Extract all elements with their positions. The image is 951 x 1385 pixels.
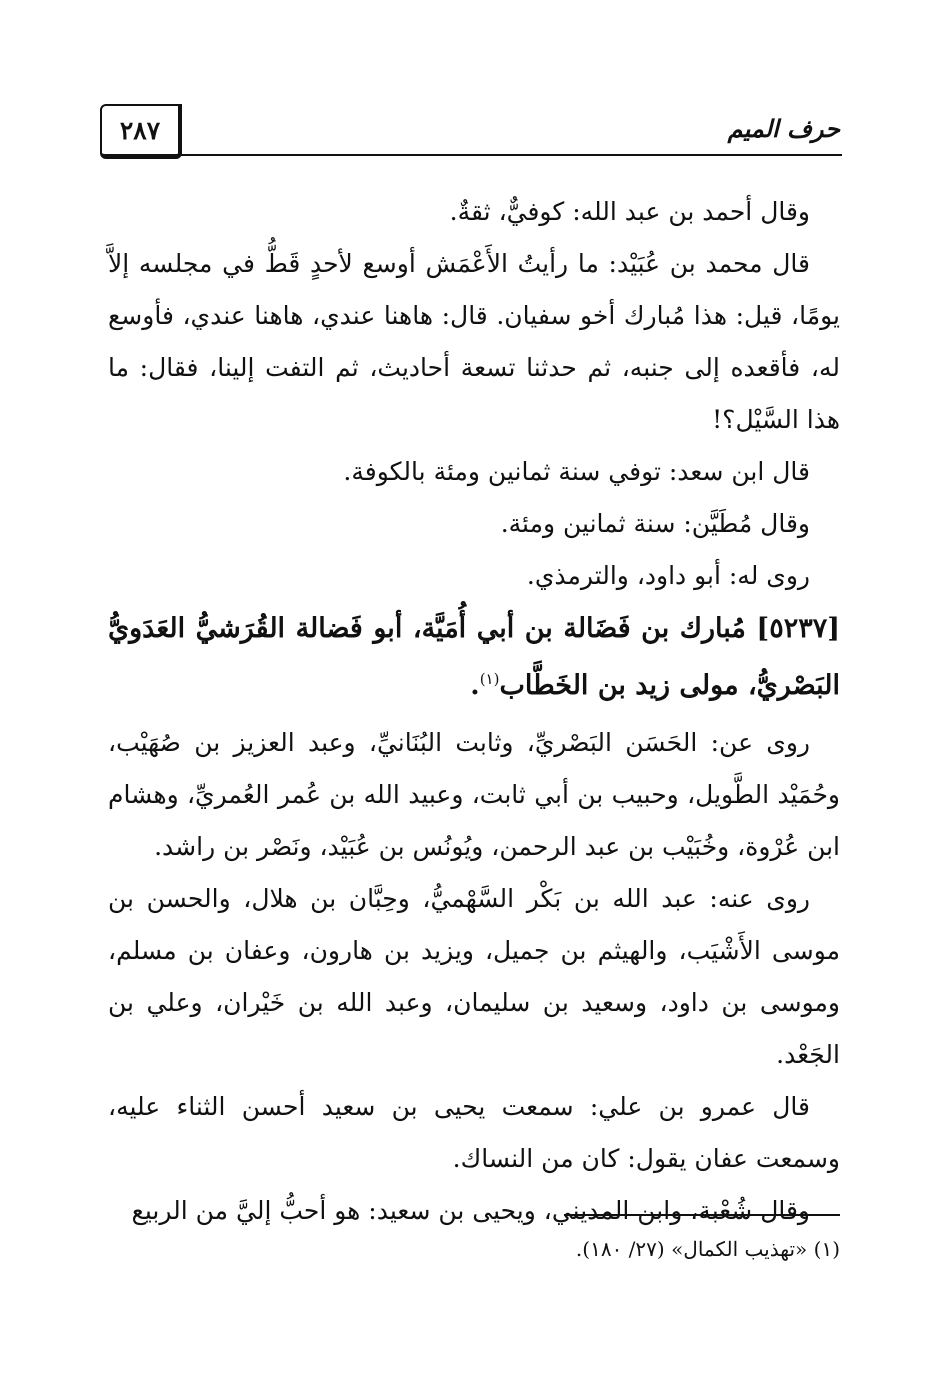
paragraph: قال ابن سعد: توفي سنة ثمانين ومئة بالكوفة. xyxy=(343,457,810,486)
entry-end: . xyxy=(470,670,480,701)
paragraph: وقال شُعْبة، وابن المديني، ويحيى بن سعيد: هو أحبُّ إليَّ من الربيع xyxy=(131,1196,810,1225)
header-rule xyxy=(180,154,842,156)
entry-number: [٥٢٣٧] xyxy=(756,613,840,644)
footnote-marker: (١) xyxy=(479,670,500,688)
paragraph: قال محمد بن عُبَيْد: ما رأيتُ الأَعْمَش أوسع لأحدٍ قَطُّ في مجلسه إلاَّ يومًا، قيل: هذا مُبارك أخو سفيان. قال: هاهنا عندي، هاهنا عندي، فأوسع له، فأقعده إلى جنبه، ثم حدثنا تسعة أحاديث، ثم التفت إلينا، فقال: ما هذا السَّيْل؟! xyxy=(108,249,840,434)
footnote: (١) «تهذيب الكمال» (٢٧/ ١٨٠). xyxy=(575,1237,840,1261)
entry-heading xyxy=(108,604,840,711)
paragraph: روى له: أبو داود، والترمذي. xyxy=(526,561,810,590)
entry-title: مُبارك بن فَضَالة بن أبي أُمَيَّة، أبو فَضالة القُرَشيُّ العَدَويُّ البَصْريُّ، مولى زيد بن الخَطَّاب xyxy=(108,613,840,701)
page-header xyxy=(100,104,842,160)
running-title: حرف الميم xyxy=(727,114,840,143)
paragraph: قال عمرو بن علي: سمعت يحيى بن سعيد أحسن الثناء عليه، وسمعت عفان يقول: كان من النساك. xyxy=(108,1092,840,1173)
footnote-rule xyxy=(564,1214,840,1216)
page-number: ٢٨٧ xyxy=(100,104,182,159)
main-text xyxy=(108,186,840,1237)
paragraph: وقال أحمد بن عبد الله: كوفيٌّ، ثقةٌ. xyxy=(449,197,810,226)
paragraph: روى عنه: عبد الله بن بَكْر السَّهْميُّ، وحِبَّان بن هلال، والحسن بن موسى الأَشْيَب، والهيثم بن جميل، ويزيد بن هارون، وعفان بن مسلم، وموسى بن داود، وسعيد بن سليمان، وعبد الله بن خَيْران، وعلي بن الجَعْد. xyxy=(108,884,840,1069)
paragraph: وقال مُطَيَّن: سنة ثمانين ومئة. xyxy=(500,509,810,538)
paragraph: روى عن: الحَسَن البَصْريِّ، وثابت البُنَانيِّ، وعبد العزيز بن صُهَيْب، وحُمَيْد الطَّويل، وحبيب بن أبي ثابت، وعبيد الله بن عُمر العُمريِّ، وهشام ابن عُرْوة، وخُبَيْب بن عبد الرحمن، ويُونُس بن عُبَيْد، ونَصْر بن راشد. xyxy=(108,728,840,861)
